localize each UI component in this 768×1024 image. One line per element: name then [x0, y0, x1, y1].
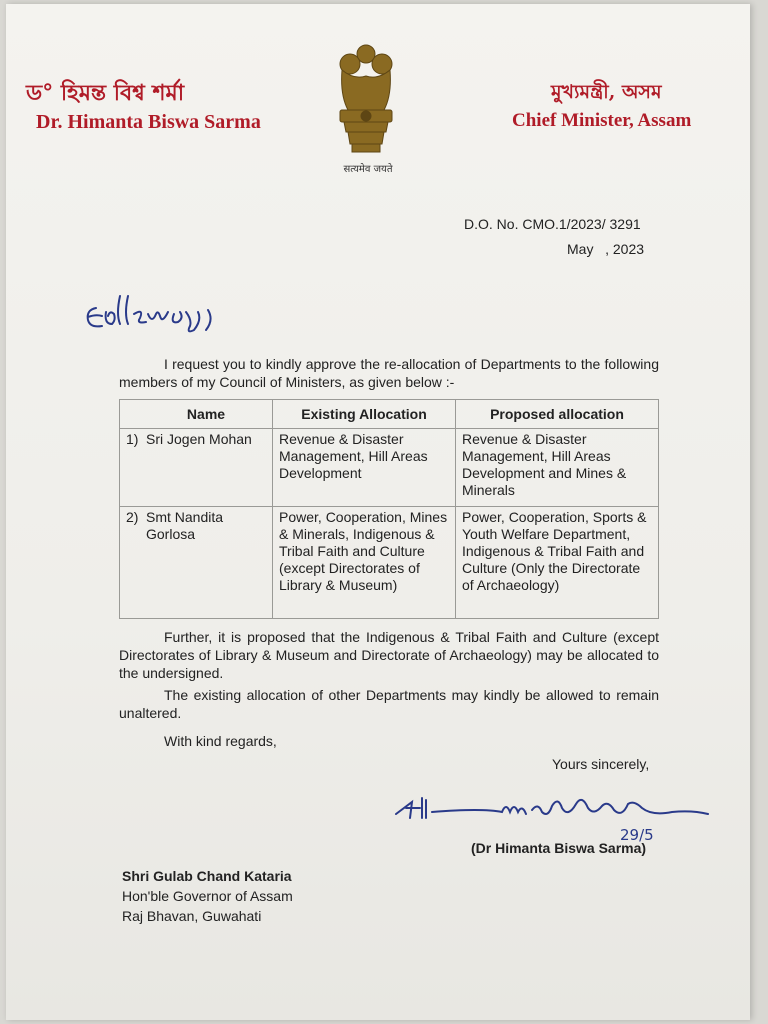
header-sno: [120, 400, 147, 429]
yours-sincerely: Yours sincerely,: [552, 756, 650, 772]
row-existing: Power, Cooperation, Mines & Minerals, Indigenous & Tribal Faith and Culture (except Directorates of Library & Museum): [273, 507, 456, 619]
regards-line: With kind regards,: [164, 733, 277, 749]
row-name: Smt Nandita Gorlosa: [146, 507, 273, 619]
further-paragraph: Further, it is proposed that the Indigenous & Tribal Faith and Culture (except Directorates of Library & Museum and Directorate of Archaeology) may be allocated to the undersigned.: [119, 629, 659, 681]
row-sno: 2): [120, 507, 147, 619]
handwritten-salutation: [82, 290, 282, 340]
addressee-address: Raj Bhavan, Guwahati: [122, 908, 262, 924]
do-number: D.O. No. CMO.1/2023/ 3291: [464, 216, 641, 232]
row-sno: 1): [120, 429, 147, 507]
intro-paragraph: I request you to kindly approve the re-allocation of Departments to the following members of my Council of Ministers, as given below :-: [119, 356, 659, 390]
signature: [392, 778, 712, 848]
table-row: [120, 429, 659, 507]
signatory-name: (Dr Himanta Biswa Sarma): [471, 840, 647, 856]
national-emblem-icon: [328, 40, 404, 160]
header-proposed: Proposed allocation: [456, 400, 659, 429]
signature-date: 29/5: [620, 826, 654, 844]
row-proposed: Power, Cooperation, Sports & Youth Welfare Department, Indigenous & Tribal Faith and Culture (Only the Directorate of Archaeology): [456, 507, 659, 619]
letterhead-title-bengali: মুখ্যমন্ত্ৰী, অসম: [551, 81, 662, 103]
header-name: Name: [146, 400, 273, 429]
letterhead-name-bengali: ড° হিমন্ত বিশ্ব শৰ্মা: [26, 80, 185, 106]
addressee-block: [122, 866, 293, 926]
header-existing: Existing Allocation: [273, 400, 456, 429]
letter-page: [6, 4, 750, 1020]
table-row: [120, 507, 659, 619]
allocation-table: [119, 399, 659, 619]
letter-date: May , 2023: [567, 241, 645, 257]
addressee-designation: Hon'ble Governor of Assam: [122, 888, 293, 904]
row-name: Sri Jogen Mohan: [146, 429, 273, 507]
table-header-row: [120, 400, 659, 429]
row-proposed: Revenue & Disaster Management, Hill Areas Development and Mines & Minerals: [456, 429, 659, 507]
existing-note-paragraph: The existing allocation of other Departments may kindly be allowed to remain unaltered.: [119, 687, 659, 721]
addressee-name: Shri Gulab Chand Kataria: [122, 868, 292, 884]
letterhead-name-english: Dr. Himanta Biswa Sarma: [36, 111, 261, 133]
row-existing: Revenue & Disaster Management, Hill Areas Development: [273, 429, 456, 507]
letterhead-title-english: Chief Minister, Assam: [512, 110, 692, 131]
emblem-motto: सत्यमेव जयते: [343, 164, 393, 175]
